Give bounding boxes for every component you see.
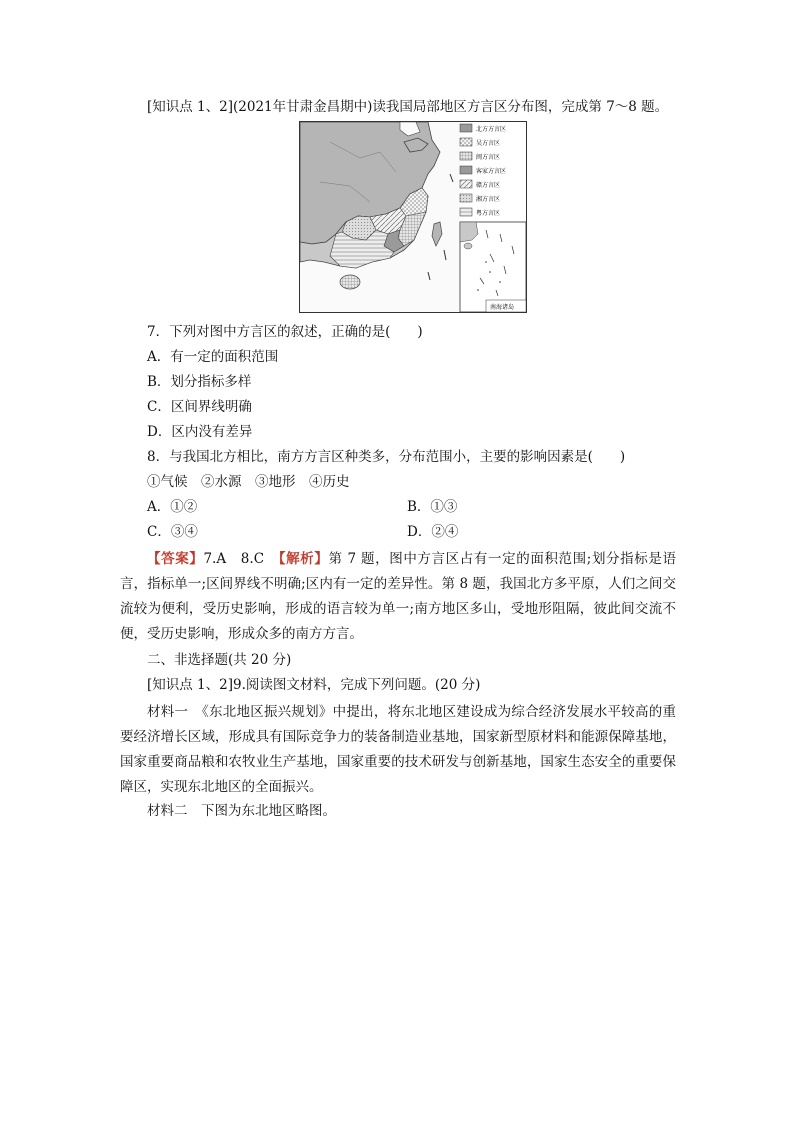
legend-label-min: 闽方言区: [476, 154, 501, 161]
q8-factors: ①气候 ②水源 ③地形 ④历史: [147, 474, 350, 490]
q8-option-d: D．②④: [407, 524, 459, 540]
answer-block: [120, 547, 676, 647]
q7-option-d: D．区内没有差异: [147, 424, 253, 440]
answer-tag: 【答案】: [147, 551, 204, 567]
dialect-map-svg: [300, 122, 526, 312]
q7-option-b: B．划分指标多样: [147, 374, 252, 390]
q8-option-c: C．③④: [147, 524, 198, 540]
inset-label: 南海诸岛: [490, 304, 515, 311]
legend-label-gan: 赣方言区: [476, 182, 501, 189]
hainan-island: [340, 275, 360, 289]
analysis-text: 第 7 题，图中方言区占有一定的面积范围;划分指标是语言，指标单一;区间界线不明确;区内有一定的差异性。第 8 题，我国北方多平原，人们之间交流较为便利，受历史影响，形成的语言较为单一;南方地区多山，受地形阻隔，彼此间交流不便，受历史影响，形成众多的南方方言。: [120, 551, 677, 642]
material-two: 材料二 下图为东北地区略图。: [147, 803, 336, 819]
dialect-map: [299, 121, 527, 313]
intro-line: [147, 97, 668, 117]
legend-label-hakka: 客家方言区: [476, 168, 507, 175]
analysis-tag: 【解析】: [278, 551, 329, 567]
map-legend: [460, 124, 506, 217]
legend-label-north: 北方方言区: [476, 126, 507, 133]
answer-value: 7.A 8.C: [203, 551, 265, 567]
south-china-sea-inset: [460, 222, 526, 312]
q8-option-a: A．①②: [147, 499, 198, 515]
q7-option-a: A．有一定的面积范围: [147, 349, 279, 365]
intro-text: (2021年甘肃金昌期中)读我国局部地区方言区分布图，完成第 7～8 题。: [233, 99, 669, 115]
q8-option-b: B．①③: [407, 499, 458, 515]
legend-label-xiang: 湘方言区: [476, 196, 501, 203]
legend-label-yue: 粤方言区: [476, 210, 501, 217]
material-one: 材料一 《东北地区振兴规划》中提出，将东北地区建设成为综合经济发展水平较高的重要经济增长区域，形成具有国际竞争力的装备制造业基地，国家新型原材料和能源保障基地，国家重要商品粮和农牧业生产基地，国家重要的技术研发与创新基地，国家生态安全的重要保障区，实现东北地区的全面振兴。: [120, 704, 676, 795]
q9-stem: [知识点 1、2]9.阅读图文材料，完成下列问题。(20 分): [147, 677, 481, 693]
legend-label-wu: 吴方言区: [476, 140, 501, 147]
knowledge-tag: [知识点 1、2]: [147, 99, 234, 115]
q7-stem: 7．下列对图中方言区的叙述，正确的是( ): [147, 324, 423, 340]
q7-option-c: C．区间界线明确: [147, 399, 252, 415]
section2-heading: 二、非选择题(共 20 分): [147, 652, 292, 668]
q8-stem: 8．与我国北方相比，南方方言区种类多，分布范围小，主要的影响因素是( ): [147, 449, 626, 465]
